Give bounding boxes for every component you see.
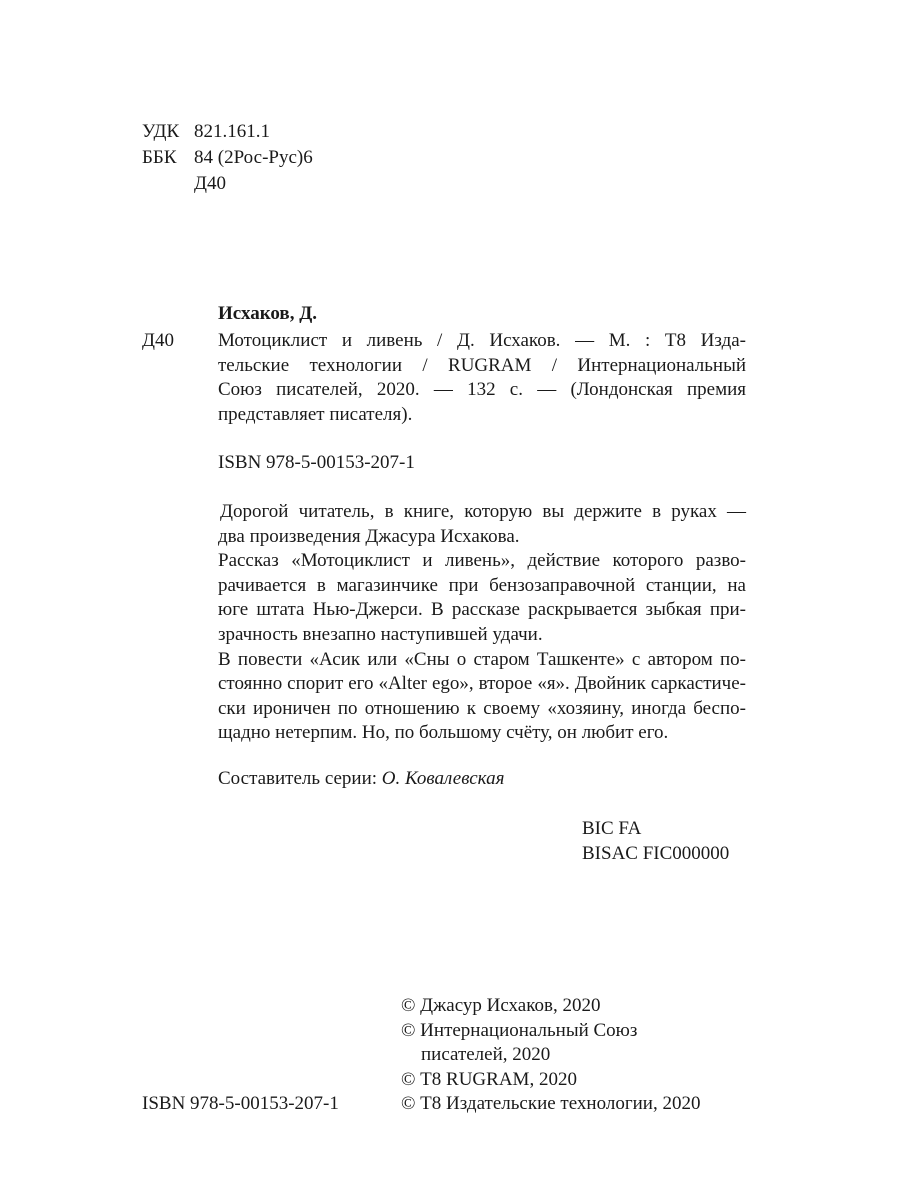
bibliographic-description — [218, 329, 746, 427]
copyright-line: © Т8 Издательские технологии, 2020 — [401, 1093, 701, 1115]
description-line: Мотоциклист и ливень / Д. Исхаков. — М. : Т8 Изда- — [218, 330, 746, 351]
description-line: Союз писателей, 2020. — 132 с. — (Лондонская премия — [218, 379, 746, 400]
annotation-line: стоянно спорит его «Alter ego», второе «я». Двойник саркастиче- — [218, 673, 746, 695]
udk-value: 821.161.1 — [194, 121, 270, 142]
bbk-row — [142, 146, 313, 170]
series-compiler-name: О. Ковалевская — [381, 768, 505, 789]
series-compiler — [218, 767, 504, 791]
copyright-line: © Интернациональный Союз — [401, 1019, 638, 1041]
copyright-line: © Т8 RUGRAM, 2020 — [401, 1068, 577, 1090]
annotation-line: зрачность внезапно наступившей удачи. — [218, 623, 543, 645]
isbn-bottom: ISBN 978-5-00153-207-1 — [142, 1093, 339, 1114]
udk-row — [142, 120, 270, 144]
author-mark: Д40 — [194, 173, 226, 194]
subject-codes — [582, 817, 729, 867]
bisac-code: BISAC FIC000000 — [582, 843, 730, 864]
annotation-line: юге штата Нью-Джерси. В рассказе раскрывается зыбкая при- — [218, 599, 746, 621]
author-mark-row — [142, 172, 226, 196]
copyright-line: © Джасур Исхаков, 2020 — [401, 995, 601, 1016]
isbn-main: ISBN 978-5-00153-207-1 — [218, 452, 415, 473]
annotation-line: два произведения Джасура Исхакова. — [218, 525, 520, 547]
bbk-value: 84 (2Рос-Рус)6 — [194, 147, 313, 168]
annotation-line: Рассказ «Мотоциклист и ливень», действие которого разво- — [218, 550, 746, 572]
copyright-block — [401, 994, 700, 1117]
annotation-line: щадно нетерпим. Но, по большому счёту, он любит его. — [218, 722, 669, 744]
annotation — [218, 500, 746, 746]
bic-code: BIC FA — [582, 818, 642, 839]
description-line: тельские технологии / RUGRAM / Интернациональный — [218, 354, 746, 376]
description-line: представляет писателя). — [218, 403, 413, 425]
bbk-label: ББК — [142, 147, 177, 168]
annotation-line: В повести «Асик или «Сны о старом Ташкенте» с автором по- — [218, 648, 746, 670]
series-compiler-label: Составитель серии: — [218, 768, 382, 789]
udk-label: УДК — [142, 121, 180, 142]
annotation-line: рачивается в магазинчике при бензозаправочной станции, на — [218, 574, 746, 596]
annotation-line: ски ироничен по отношению к своему «хозяину, иногда беспо- — [218, 697, 746, 719]
call-mark: Д40 — [142, 330, 174, 351]
author-heading: Исхаков, Д. — [218, 303, 318, 324]
copyright-line-continued: писателей, 2020 — [421, 1044, 551, 1066]
annotation-line: Дорогой читатель, в книге, которую вы держите в руках — — [220, 501, 746, 522]
